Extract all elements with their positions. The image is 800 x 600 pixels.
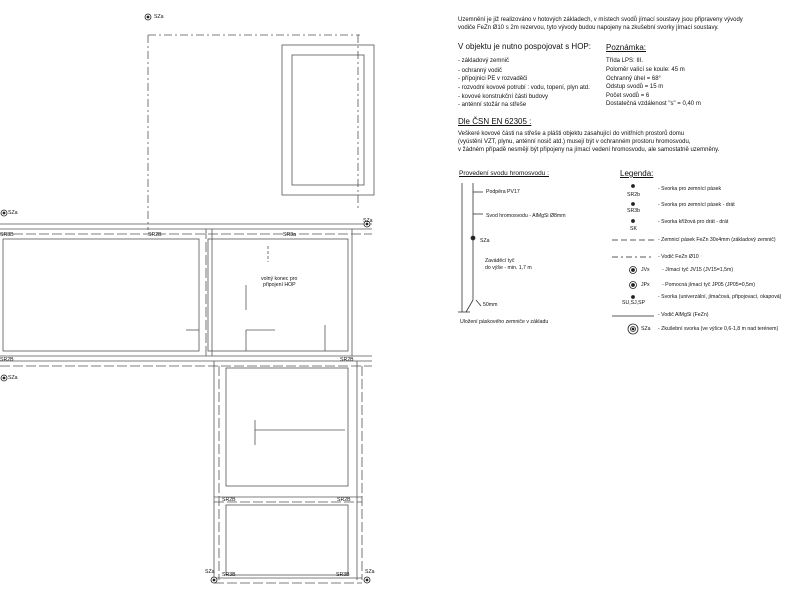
- legend-code: SZa: [641, 326, 651, 332]
- legend-text: - Vodič FeZn Ø10: [658, 254, 699, 260]
- standard-line: v žádném případě nesmějí být připojeny na jímací vedení hromosvodu, ale samostatně uzemněny.: [458, 147, 720, 153]
- plan-label-sza: SZa: [205, 569, 215, 575]
- legend-text: - Svorka křížová pro drát - drát: [658, 219, 729, 225]
- note-item: Odstup svodů = 15 m: [606, 84, 664, 90]
- legend-code: SR3b: [627, 208, 640, 214]
- hop-item: - přípojnici PE v rozvaděči: [458, 76, 528, 82]
- plan-label-sr2b: SR2B: [0, 357, 14, 363]
- hop-item: - rozvodní kovové potrubí : vodu, topení, plyn atd.: [458, 85, 590, 91]
- detail-label-ulozeni: Uložení páskového zemniče v základu: [460, 319, 549, 325]
- detail-title: Provedení svodu hromosvodu :: [459, 170, 549, 177]
- detail-label-tyc-height: do výše - min. 1,7 m: [485, 265, 532, 271]
- note-item: Třída LPS: III.: [606, 58, 644, 64]
- plan-label-sza: SZa: [365, 569, 375, 575]
- intro-line-1: Uzemnění je již realizováno v hotových základech, v místech svodů jímací soustavy jsou připraveny vývody: [458, 17, 743, 23]
- standard-line: Veškeré kovové části na střeše a plášti objektu zasahující do vnitřních prostorů domu: [458, 131, 685, 137]
- plan-label-sr3b: SR3B: [0, 232, 14, 238]
- legend-text: - Vodič AlMgSi (FeZn): [658, 312, 709, 318]
- note-item: Dostatečná vzdálenost "s" = 0,40 m: [606, 101, 701, 107]
- plan-label-sr2b: SR2B: [337, 497, 351, 503]
- legend-code: SK: [630, 226, 637, 232]
- legend-text: - Svorka pro zemnící pásek: [658, 186, 722, 192]
- legend-text: - Jímací tyč JV15 (JV15=1,5m): [662, 267, 734, 273]
- plan-label-pripojeni-hop: připojení HOP: [263, 282, 296, 288]
- note-item: Počet svodů = 6: [606, 93, 650, 99]
- legend-title: Legenda:: [620, 169, 654, 178]
- hop-item: - kovové konstrukční části budovy: [458, 94, 549, 100]
- plan-label-volny-konec: volný konec pro: [261, 276, 298, 282]
- legend-text: - Zkušební svorka (ve výšce 0,6-1,8 m nad terénem): [658, 326, 779, 332]
- note-item: Ochranný úhel = 68°: [606, 76, 661, 82]
- plan-label-sr2b: SR2B: [148, 232, 162, 238]
- plan-label-sr3a: SR3a: [283, 232, 296, 238]
- plan-label-sza: SZa: [154, 14, 164, 20]
- legend-text: - Svorka pro zemnící pásek - drát: [658, 202, 735, 208]
- detail-label-sza: SZa: [480, 238, 490, 244]
- detail-label-podpera: Podpěra PV17: [486, 189, 520, 195]
- detail-label-tyc: Zaváděcí tyč: [485, 258, 515, 264]
- standard-line: (vyústění VZT, plynu, anténní nosič atd.) musejí být v ochranném prostoru hromosvodu,: [458, 139, 691, 145]
- hop-item: - ochranný vodič: [458, 68, 503, 74]
- plan-label-sza: SZa: [8, 375, 18, 381]
- standard-title: Dle ČSN EN 62305 :: [458, 117, 532, 126]
- plan-label-sza: SZa: [363, 218, 373, 224]
- hop-item: - anténní stožár na střeše: [458, 102, 527, 108]
- legend-text: - Pomocná jímací tyč JP05 (JP05=0,5m): [662, 282, 755, 288]
- hop-item: - základový zemnič: [458, 58, 510, 64]
- note-item: Poloměr valící se koule: 45 m: [606, 67, 685, 73]
- detail-label-svod: Svod hromosvodu - AlMgSi Ø8mm: [486, 213, 566, 219]
- legend-code: SU,SJ,SP: [622, 300, 646, 306]
- intro-line-2: vodiče FeZn Ø10 s 2m rezervou, tyto vývody budou napojeny na zkušební svorky jímací soustavy.: [458, 25, 719, 31]
- plan-label-sr3b: SR3B: [222, 572, 236, 578]
- legend-code: JPx: [641, 282, 650, 288]
- legend-code: SR2b: [627, 192, 640, 198]
- hop-title: V objektu je nutno pospojovat s HOP:: [458, 42, 591, 51]
- note-title: Poznámka:: [606, 43, 647, 52]
- plan-label-sr3b: SR3B: [336, 572, 350, 578]
- legend-text: - Zemnicí pásek FeZn 30x4mm (základový zemnič): [658, 237, 776, 243]
- legend-text: - Svorka (univerzální, jímačová, připojovací, okapová): [658, 294, 782, 300]
- legend-code: JVx: [641, 267, 650, 273]
- plan-label-sr2b: SR2B: [222, 497, 236, 503]
- detail-label-50mm: 50mm: [483, 302, 498, 308]
- plan-label-sr2b: SR2B: [340, 357, 354, 363]
- plan-label-sza: SZa: [8, 210, 18, 216]
